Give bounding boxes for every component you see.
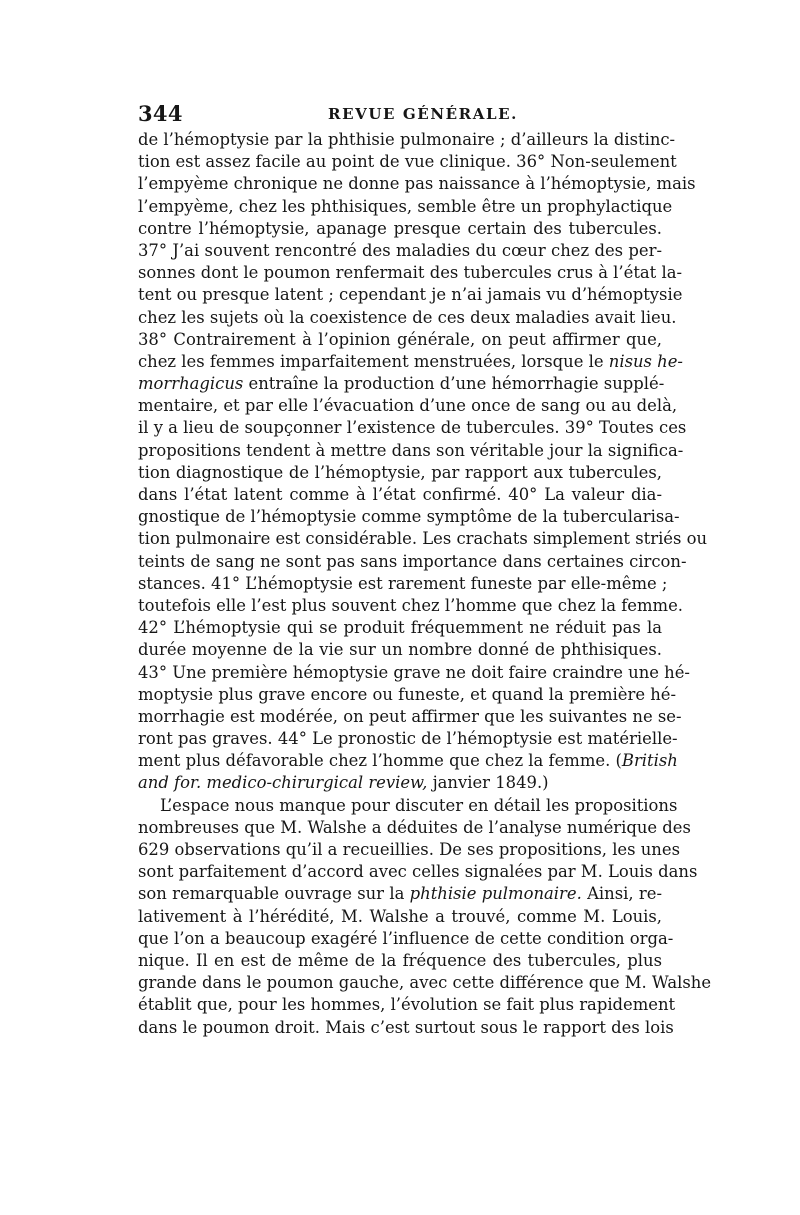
text-line: son remarquable ouvrage sur la phthisie pulmonaire. Ainsi, re- — [138, 884, 662, 904]
text-line: 38° Contrairement à l’opinion générale, on peut affirmer que, — [138, 329, 662, 349]
text-line: ront pas graves. 44° Le pronostic de l’hémoptysie est matérielle- — [138, 729, 678, 749]
text-line: moptysie plus grave encore ou funeste, et quand la première hé- — [138, 684, 677, 704]
text-line: and for. medico-chirurgical review, janvier 1849.) — [138, 773, 549, 793]
text-line: que l’on a beaucoup exagéré l’influence de cette condition orga- — [138, 928, 674, 948]
text-line: grande dans le poumon gauche, avec cette différence que M. Walshe — [138, 973, 712, 993]
text-line: l’empyème, chez les phthisiques, semble être un prophylactique — [138, 196, 673, 216]
text-line: morrhagicus entraîne la production d’une hémorrhagie supplé- — [138, 374, 665, 394]
text-line: tion pulmonaire est considérable. Les crachats simplement striés ou — [138, 529, 708, 549]
text-line: contre l’hémoptysie, apanage presque certain des tubercules. — [138, 218, 662, 238]
text-line: établit que, pour les hommes, l’évolution se fait plus rapidement — [138, 995, 676, 1015]
text-line: 42° L’hémoptysie qui se produit fréquemment ne réduit pas la — [138, 618, 662, 638]
text-line: durée moyenne de la vie sur un nombre donné de phthisiques. — [138, 640, 662, 660]
text-line: mentaire, et par elle l’évacuation d’une once de sang ou au delà, — [138, 396, 678, 416]
text-line: ment plus défavorable chez l’homme que chez la femme. (British — [138, 751, 678, 771]
text-line: tion diagnostique de l’hémoptysie, par rapport aux tubercules, — [138, 462, 662, 482]
text-line: lativement à l’hérédité, M. Walshe a trouvé, comme M. Louis, — [138, 906, 662, 926]
text-line: nique. Il en est de même de la fréquence des tubercules, plus — [138, 950, 662, 970]
text-line: 37° J’ai souvent rencontré des maladies du cœur chez des per- — [138, 240, 662, 260]
text-line: l’empyème chronique ne donne pas naissance à l’hémoptysie, mais — [138, 174, 696, 194]
text-line: gnostique de l’hémoptysie comme symptôme de la tubercularisa- — [138, 507, 680, 527]
text-line: stances. 41° L’hémoptysie est rarement funeste par elle-même ; — [138, 573, 668, 593]
text-line: tent ou presque latent ; cependant je n’ai jamais vu d’hémoptysie — [138, 285, 683, 305]
body-text — [138, 129, 712, 1039]
text-line: nombreuses que M. Walshe a déduites de l’analyse numérique des — [138, 817, 691, 837]
text-line: 629 observations qu’il a recueillies. De ses propositions, les unes — [138, 840, 680, 859]
page-number: 344 — [138, 101, 183, 126]
page-header — [138, 101, 662, 125]
text-line: de l’hémoptysie par la phthisie pulmonaire ; d’ailleurs la distinc- — [138, 130, 676, 149]
text-line: il y a lieu de soupçonner l’existence de tubercules. 39° Toutes ces — [138, 418, 687, 438]
text-line: chez les sujets où la coexistence de ces deux maladies avait lieu. — [138, 307, 677, 327]
text-line: dans l’état latent comme à l’état confirmé. 40° La valeur dia- — [138, 485, 662, 504]
text-line: tion est assez facile au point de vue clinique. 36° Non-seulement — [138, 152, 677, 172]
text-line: sonnes dont le poumon renfermait des tubercules crus à l’état la- — [138, 263, 683, 283]
text-line: toutefois elle l’est plus souvent chez l’homme que chez la femme. — [138, 595, 683, 615]
text-line: teints de sang ne sont pas sans importance dans certaines circon- — [138, 551, 687, 571]
paragraph — [138, 795, 712, 1039]
text-line: chez les femmes imparfaitement menstruées, lorsque le nisus he- — [138, 351, 683, 371]
text-line: sont parfaitement d’accord avec celles signalées par M. Louis dans — [138, 862, 698, 882]
text-line: propositions tendent à mettre dans son véritable jour la significa- — [138, 440, 684, 460]
text-line: morrhagie est modérée, on peut affirmer que les suivantes ne se- — [138, 706, 682, 726]
running-title: REVUE GÉNÉRALE. — [328, 105, 518, 123]
text-line: L’espace nous manque pour discuter en détail les propositions — [160, 795, 678, 815]
paragraph — [138, 129, 708, 795]
text-line: dans le poumon droit. Mais c’est surtout sous le rapport des lois — [138, 1017, 674, 1037]
text-line: 43° Une première hémoptysie grave ne doit faire craindre une hé- — [138, 662, 690, 682]
